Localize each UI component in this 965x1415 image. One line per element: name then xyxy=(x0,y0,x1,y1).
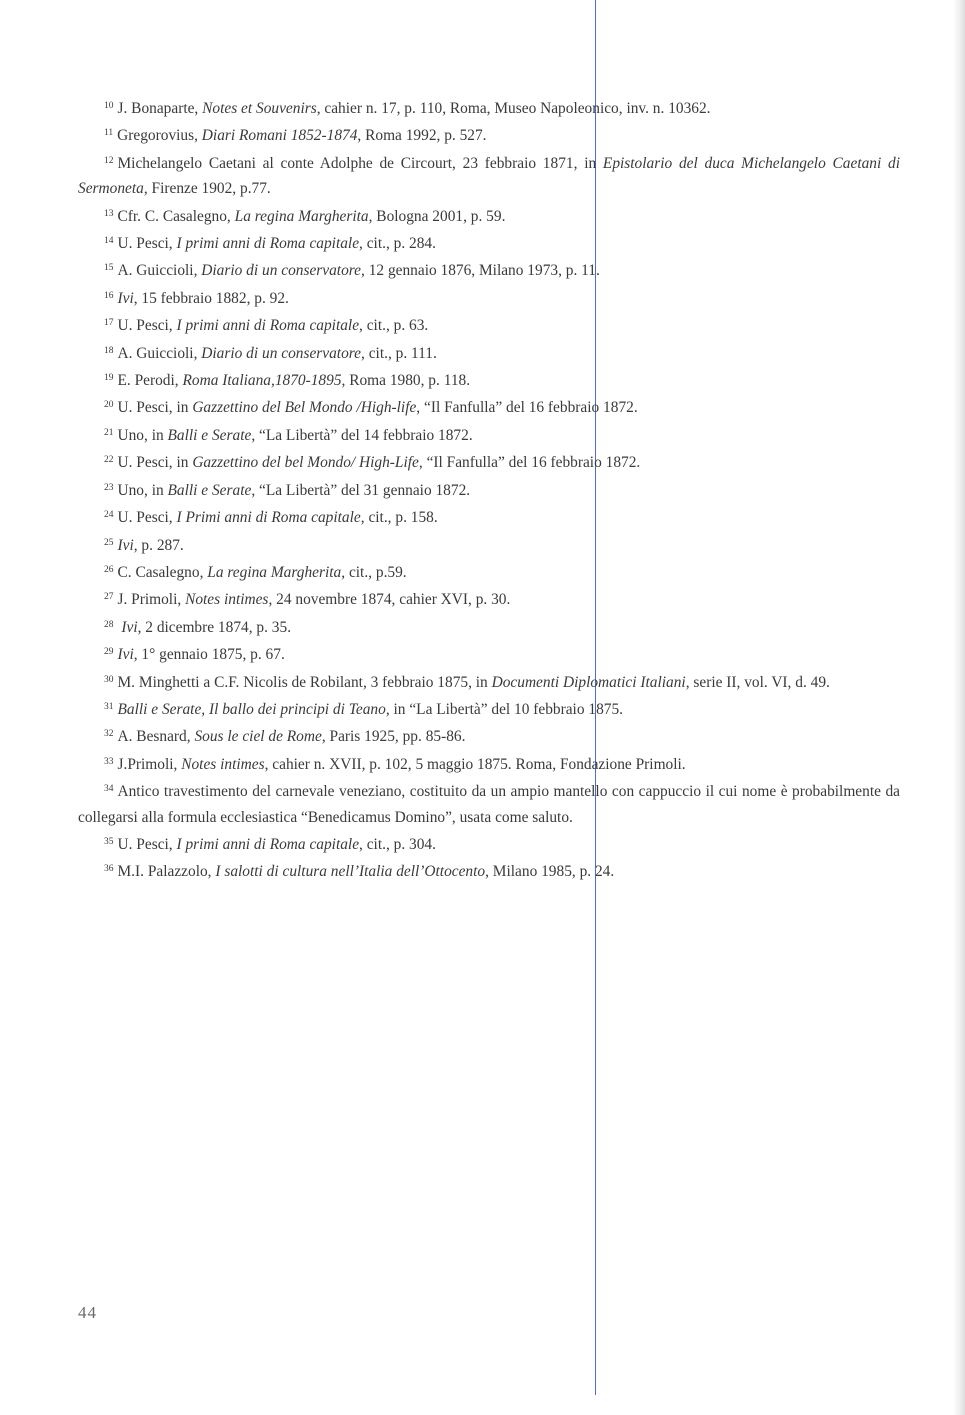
footnote-23 xyxy=(78,476,900,503)
footnote-number: 30 xyxy=(104,674,114,685)
footnote-text: , cit., p. 304. xyxy=(359,835,436,853)
footnote-title: Gazzettino del Bel Mondo /High-life xyxy=(192,399,417,417)
footnote-title: Gazzettino del bel Mondo/ High-Life xyxy=(192,454,419,472)
footnote-title: Sous le ciel de Rome xyxy=(194,728,322,746)
footnote-text: , Bologna 2001, p. 59. xyxy=(368,207,506,225)
footnote-title: La regina Margherita xyxy=(207,563,342,581)
footnote-title: La regina Margherita xyxy=(234,207,369,225)
footnote-text: , cit., p. 284. xyxy=(359,235,436,253)
footnote-28 xyxy=(78,613,900,640)
footnote-number: 35 xyxy=(104,836,114,847)
footnote-text: C. Casalegno, xyxy=(117,563,208,581)
footnote-text: , cahier n. XVII, p. 102, 5 maggio 1875. Roma, Fondazione Primoli. xyxy=(264,755,686,773)
footnote-number: 15 xyxy=(104,263,114,274)
footnote-34 xyxy=(78,777,900,830)
footnote-title: Notes et Souvenirs xyxy=(202,100,317,117)
footnote-number: 34 xyxy=(104,784,114,795)
footnote-number: 22 xyxy=(104,455,114,466)
footnote-title: I primi anni di Roma capitale xyxy=(176,317,360,335)
footnote-title: Balli e Serate xyxy=(167,426,252,444)
footnote-17 xyxy=(78,311,900,338)
footnote-title: Ivi xyxy=(117,289,134,307)
footnote-text: , p. 287. xyxy=(133,536,184,554)
footnote-text: A. Guiccioli, xyxy=(117,344,202,362)
footnote-32 xyxy=(78,722,900,749)
footnote-15 xyxy=(78,256,900,283)
footnote-text: , cit., p. 111. xyxy=(361,344,437,362)
footnote-number: 16 xyxy=(104,290,114,301)
footnote-title: Notes intimes xyxy=(185,591,269,609)
footnote-text: , 1° gennaio 1875, p. 67. xyxy=(133,646,285,664)
footnote-text: M. Minghetti a C.F. Nicolis de Robilant, 3 febbraio 1875, in xyxy=(117,673,492,691)
footnote-number: 24 xyxy=(104,510,114,521)
footnote-24 xyxy=(78,503,900,530)
footnote-number: 18 xyxy=(104,345,114,356)
page-edge-shadow xyxy=(953,0,965,1415)
footnote-number: 31 xyxy=(104,701,114,712)
footnotes-list xyxy=(78,94,900,885)
footnote-text: , 24 novembre 1874, cahier XVI, p. 30. xyxy=(268,591,511,609)
footnote-title: Documenti Diplomatici Italiani xyxy=(491,673,686,691)
footnote-text: A. Besnard, xyxy=(117,728,195,746)
footnote-10 xyxy=(78,94,900,121)
footnote-16 xyxy=(78,284,900,311)
footnote-text: Uno, in xyxy=(117,426,168,444)
footnote-text: , 15 febbraio 1882, p. 92. xyxy=(133,289,289,307)
footnote-title: Notes intimes xyxy=(181,755,265,773)
footnote-title: Diari Romani 1852-1874 xyxy=(201,127,358,145)
footnote-text: U. Pesci, xyxy=(117,835,177,853)
footnote-text: , Firenze 1902, p.77. xyxy=(143,180,271,198)
footnote-number: 20 xyxy=(104,400,114,411)
footnote-text: Cfr. C. Casalegno, xyxy=(117,207,235,225)
footnote-text: , “La Libertà” del 14 febbraio 1872. xyxy=(251,426,473,444)
footnote-title: Roma Italiana,1870-1895 xyxy=(182,372,342,390)
footnote-19 xyxy=(78,366,900,393)
footnote-number: 13 xyxy=(104,208,114,219)
footnote-36 xyxy=(78,857,900,884)
footnote-title: I salotti di cultura nell’Italia dell’Ottocento xyxy=(215,863,486,881)
footnote-27 xyxy=(78,585,900,612)
footnote-18 xyxy=(78,339,900,366)
footnote-text: J. Primoli, xyxy=(117,591,186,609)
footnote-text: A. Guiccioli, xyxy=(117,262,202,280)
footnote-11 xyxy=(78,121,900,148)
footnote-text: , 2 dicembre 1874, p. 35. xyxy=(137,618,292,636)
footnote-26 xyxy=(78,558,900,585)
footnote-text: Uno, in xyxy=(117,481,168,499)
footnote-33 xyxy=(78,750,900,777)
footnote-number: 36 xyxy=(104,864,114,875)
footnote-text: , “La Libertà” del 31 gennaio 1872. xyxy=(251,481,471,499)
footnote-title: Ivi xyxy=(117,536,134,554)
footnote-number: 29 xyxy=(104,647,114,658)
footnote-title: I primi anni di Roma capitale xyxy=(176,835,360,853)
footnote-text: , serie II, vol. VI, d. 49. xyxy=(685,673,830,691)
footnote-number: 19 xyxy=(104,373,114,384)
footnote-text: , cit., p. 63. xyxy=(359,317,429,335)
footnote-number: 27 xyxy=(104,592,114,603)
footnote-12 xyxy=(78,149,900,202)
footnote-title: Diario di un conservatore xyxy=(201,262,362,280)
footnote-number: 11 xyxy=(104,128,114,139)
footnote-text: , “Il Fanfulla” del 16 febbraio 1872. xyxy=(416,399,638,417)
footnote-text: M.I. Palazzolo, xyxy=(117,863,216,881)
footnote-text: U. Pesci, in xyxy=(117,454,193,472)
footnote-text: U. Pesci, in xyxy=(117,399,193,417)
footnote-title: I primi anni di Roma capitale xyxy=(176,235,360,253)
footnote-title: Epistolario del duca Michelangelo Caetani di Sermoneta xyxy=(78,154,900,198)
footnote-title: Diario di un conservatore xyxy=(201,344,362,362)
footnote-number: 10 xyxy=(104,101,114,111)
footnote-title: Ivi xyxy=(121,618,138,636)
footnote-35 xyxy=(78,830,900,857)
footnote-number: 17 xyxy=(104,318,114,329)
page-number: 44 xyxy=(78,1303,97,1322)
footnote-text: , cahier n. 17, p. 110, Roma, Museo Napoleonico, inv. n. 10362. xyxy=(316,100,711,117)
footnote-31 xyxy=(78,695,900,722)
footnote-text: , in “La Libertà” del 10 febbraio 1875. xyxy=(385,700,624,718)
footnote-number: 14 xyxy=(104,236,114,247)
footnote-text: , Paris 1925, pp. 85-86. xyxy=(321,728,466,746)
footnote-text: J. Bonaparte, xyxy=(117,100,203,117)
footnote-21 xyxy=(78,421,900,448)
footnote-number: 32 xyxy=(104,729,114,740)
footnote-number: 21 xyxy=(104,427,114,438)
footnote-text: , cit., p.59. xyxy=(341,563,407,581)
footnote-number: 33 xyxy=(104,756,114,767)
footnote-text: J.Primoli, xyxy=(117,755,182,773)
footnote-text: , cit., p. 158. xyxy=(360,509,438,527)
footnote-14 xyxy=(78,229,900,256)
footnote-text: , “Il Fanfulla” del 16 febbraio 1872. xyxy=(418,454,641,472)
footnote-text: , Roma 1980, p. 118. xyxy=(341,372,471,390)
footnote-title: Balli e Serate xyxy=(167,481,252,499)
footnote-text: , Milano 1985, p. 24. xyxy=(485,863,615,881)
footnote-text: U. Pesci, xyxy=(117,317,177,335)
footnote-13 xyxy=(78,202,900,229)
footnote-text: Gregorovius, xyxy=(117,127,202,145)
footnote-number: 12 xyxy=(104,155,114,166)
footnote-title: I Primi anni di Roma capitale xyxy=(176,509,361,527)
footnote-number: 25 xyxy=(104,537,114,548)
footnote-30 xyxy=(78,668,900,695)
footnote-text: Antico travestimento del carnevale veneziano, costituito da un ampio mantello con cappuccio il cui nome è probabilmente da collegarsi alla formula ecclesiastica “Benedicamus Domino”, usata come saluto. xyxy=(78,783,900,826)
footnote-number: 28 xyxy=(104,619,114,630)
footnote-20 xyxy=(78,393,900,420)
footnote-text: U. Pesci, xyxy=(117,509,177,527)
footnote-title: Ivi xyxy=(117,646,134,664)
footnote-text: , Roma 1992, p. 527. xyxy=(357,127,487,145)
footnote-text: Michelangelo Caetani al conte Adolphe de Circourt, 23 febbraio 1871, in xyxy=(117,154,603,172)
footnote-text: U. Pesci, xyxy=(117,235,177,253)
footnote-number: 23 xyxy=(104,482,114,493)
footnote-number: 26 xyxy=(104,564,114,575)
footnote-29 xyxy=(78,640,900,667)
footnote-text: , 12 gennaio 1876, Milano 1973, p. 11. xyxy=(361,262,600,280)
footnote-title: Balli e Serate, Il ballo dei principi di Teano xyxy=(117,700,386,718)
footnote-25 xyxy=(78,531,900,558)
footnote-text: E. Perodi, xyxy=(117,372,183,390)
footnote-22 xyxy=(78,448,900,475)
